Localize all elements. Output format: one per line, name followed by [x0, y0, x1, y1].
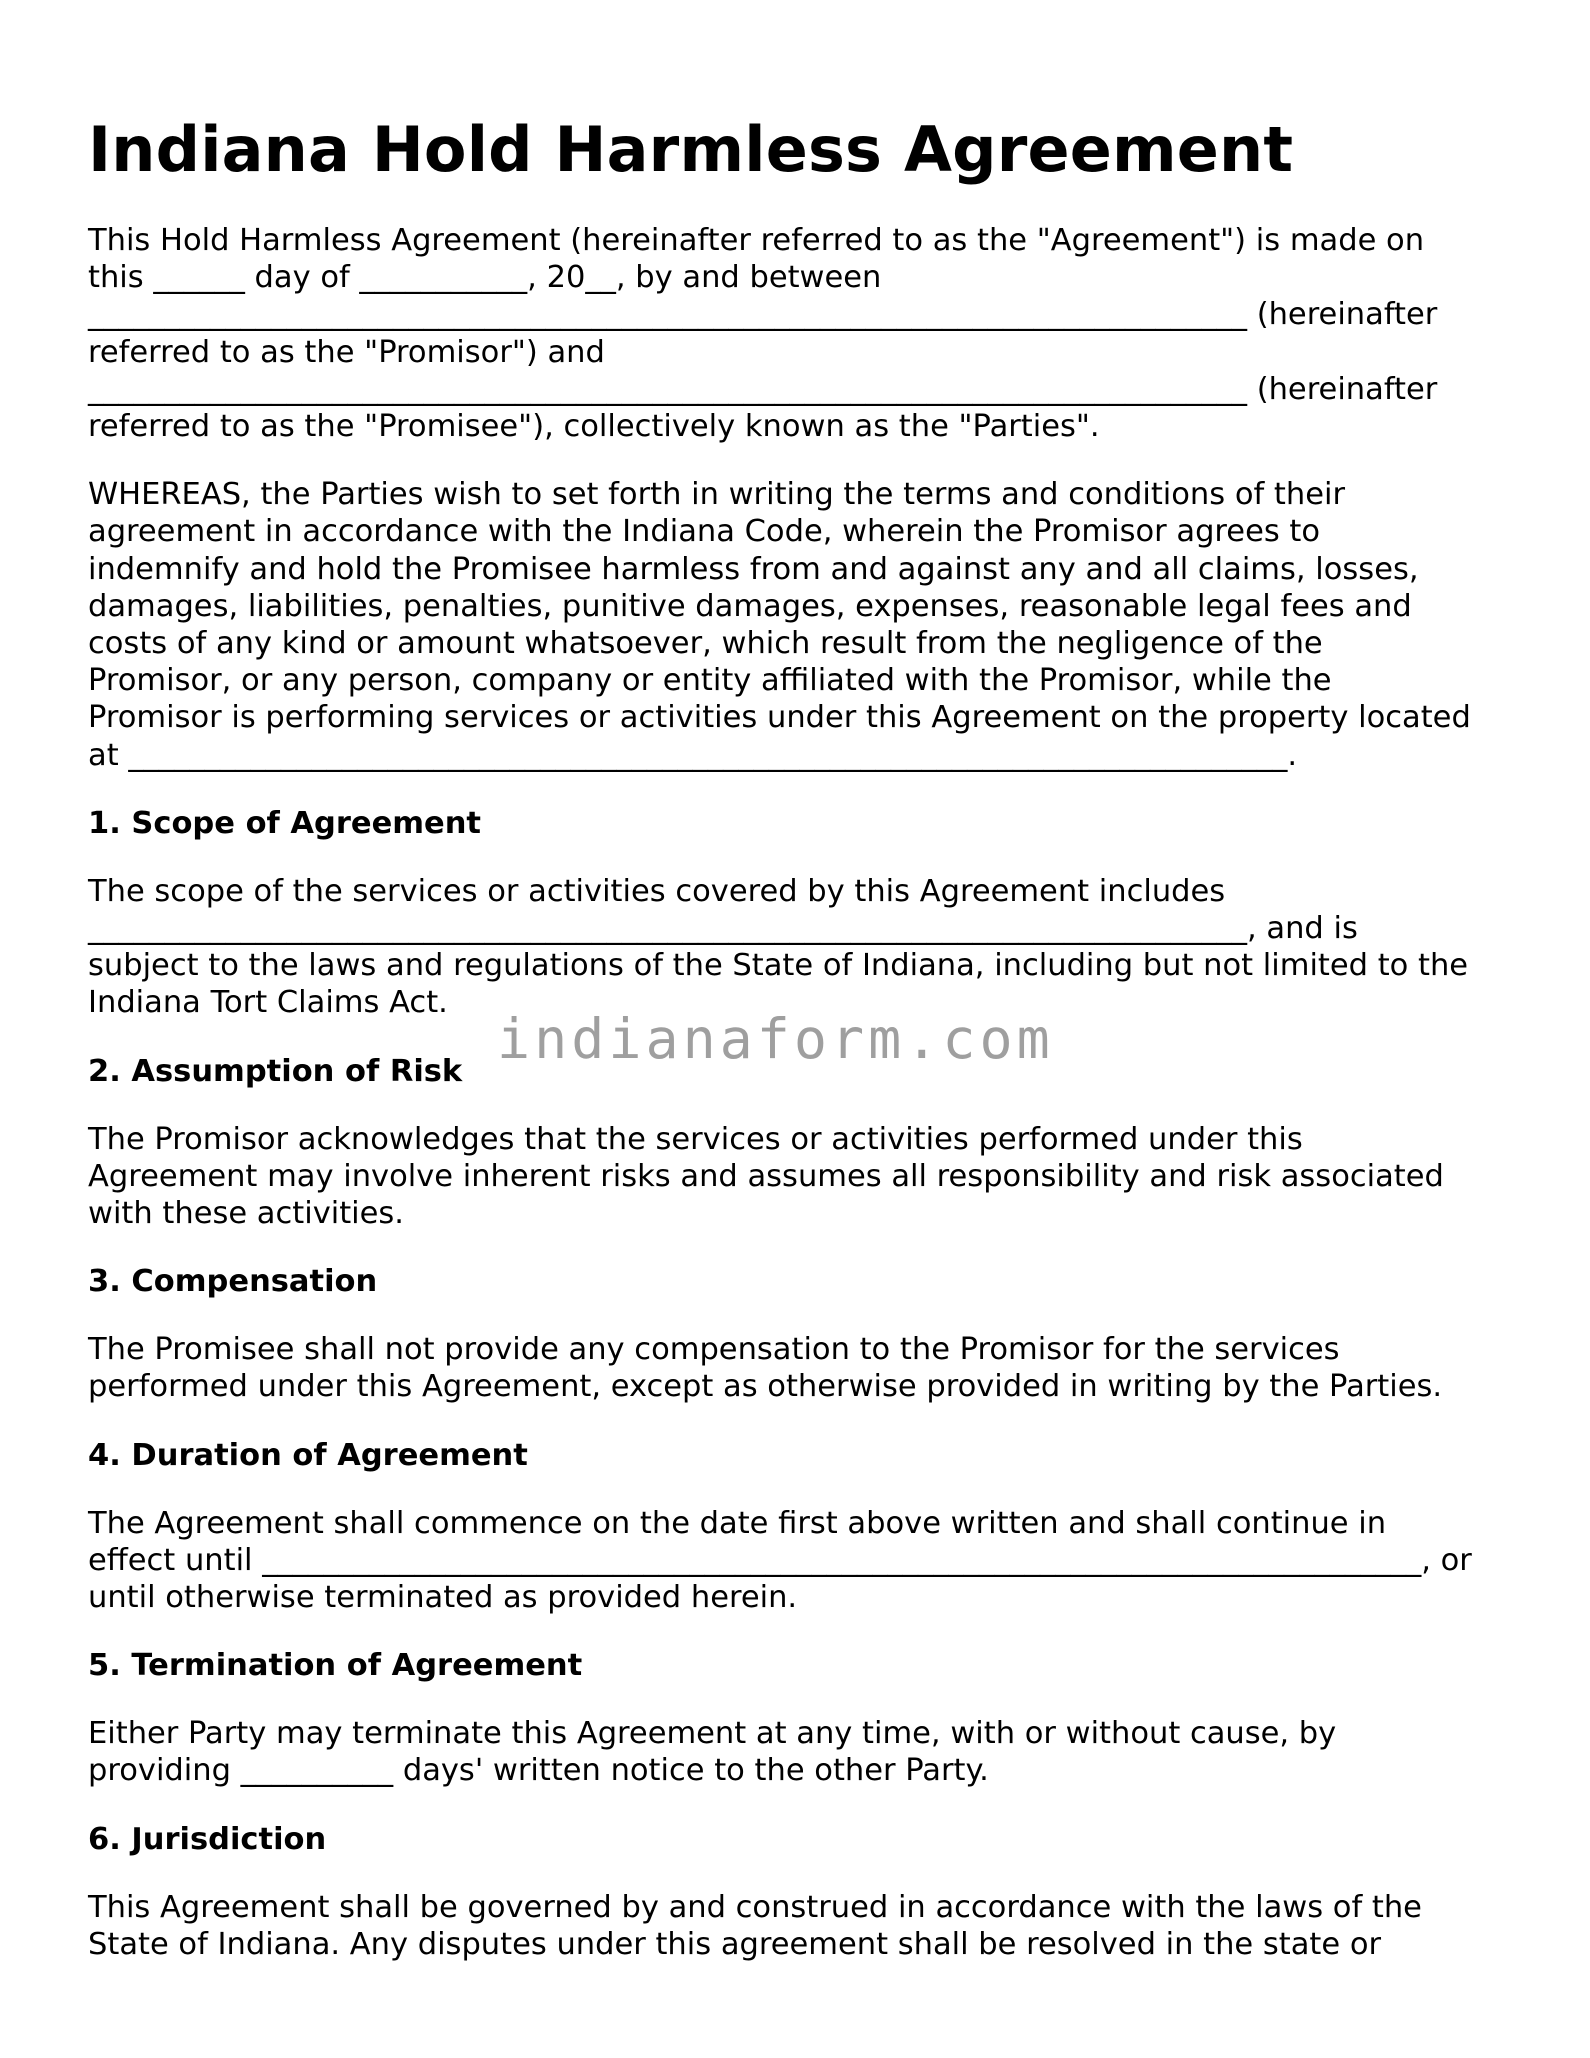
section-body-duration	[88, 1505, 1513, 1617]
whereas-line: Promisor is performing services or activities under this Agreement on the property located	[88, 700, 1471, 736]
section-line: The scope of the services or activities covered by this Agreement includes	[88, 873, 1226, 909]
section-line: until otherwise terminated as provided herein.	[88, 1580, 798, 1616]
section-line: Indiana Tort Claims Act.	[88, 985, 448, 1021]
intro-line: referred to as the "Promisor") and	[88, 334, 605, 370]
whereas-line-property-blank: at ____________________________________________________________________________.	[88, 737, 1298, 773]
section-heading-duration: 4. Duration of Agreement	[88, 1437, 528, 1473]
section-body-scope	[88, 873, 1513, 1022]
section-heading-scope: 1. Scope of Agreement	[88, 805, 482, 841]
intro-paragraph	[88, 222, 1513, 445]
section-line: The Promisor acknowledges that the services or activities performed under this	[88, 1121, 1303, 1157]
section-body-compensation	[88, 1331, 1513, 1405]
whereas-line: damages, liabilities, penalties, punitive damages, expenses, reasonable legal fees and	[88, 588, 1412, 624]
section-line-scope-blank: ____________________________________________________________________________, and is	[88, 911, 1358, 947]
section-line: This Agreement shall be governed by and construed in accordance with the laws of the	[88, 1889, 1422, 1925]
section-body-termination	[88, 1715, 1513, 1789]
section-line: performed under this Agreement, except as otherwise provided in writing by the Parties.	[88, 1369, 1443, 1405]
section-line: subject to the laws and regulations of the State of Indiana, including but not limited to the	[88, 948, 1469, 984]
intro-line: This Hold Harmless Agreement (hereinafter referred to as the "Agreement") is made on	[88, 223, 1425, 258]
whereas-line: indemnify and hold the Promisee harmless from and against any and all claims, losses,	[88, 551, 1419, 587]
section-line: State of Indiana. Any disputes under this agreement shall be resolved in the state or	[88, 1926, 1382, 1962]
section-line: Either Party may terminate this Agreement at any time, with or without cause, by	[88, 1716, 1337, 1752]
section-line: with these activities.	[88, 1196, 405, 1232]
whereas-paragraph	[88, 476, 1513, 774]
document-page	[88, 108, 1513, 1994]
section-line: Agreement may involve inherent risks and assumes all responsibility and risk associated	[88, 1158, 1444, 1194]
section-heading-compensation: 3. Compensation	[88, 1264, 378, 1300]
section-body-jurisdiction	[88, 1889, 1513, 1963]
section-line-notice-days-blank: providing __________ days' written notice to the other Party.	[88, 1753, 989, 1789]
whereas-line: Promisor, or any person, company or entity affiliated with the Promisor, while the	[88, 663, 1332, 699]
section-line: The Promisee shall not provide any compensation to the Promisor for the services	[88, 1332, 1340, 1368]
section-body-assumption-of-risk	[88, 1121, 1513, 1233]
section-heading-termination: 5. Termination of Agreement	[88, 1648, 583, 1684]
intro-line: referred to as the "Promisee"), collectively known as the "Parties".	[88, 409, 1100, 445]
intro-line-date-blanks: this ______ day of ___________, 20__, by and between	[88, 260, 882, 296]
intro-line-promisor-blank: ____________________________________________________________________________ (hereinafter	[88, 297, 1438, 333]
whereas-line: costs of any kind or amount whatsoever, which result from the negligence of the	[88, 626, 1323, 662]
section-heading-assumption-of-risk: 2. Assumption of Risk	[88, 1053, 463, 1089]
whereas-line: agreement in accordance with the Indiana Code, wherein the Promisor agrees to	[88, 514, 1321, 550]
intro-line-promisee-blank: ____________________________________________________________________________ (hereinafter	[88, 371, 1438, 407]
watermark-text: indianaform.com	[497, 1007, 1054, 1071]
section-line: The Agreement shall commence on the date first above written and shall continue in	[88, 1505, 1387, 1541]
section-heading-jurisdiction: 6. Jurisdiction	[88, 1821, 327, 1857]
document-title: Indiana Hold Harmless Agreement	[88, 113, 1294, 186]
whereas-line: WHEREAS, the Parties wish to set forth in writing the terms and conditions of their	[88, 477, 1345, 513]
section-line-duration-blank: effect until ____________________________________________________________________________, or	[88, 1542, 1472, 1578]
